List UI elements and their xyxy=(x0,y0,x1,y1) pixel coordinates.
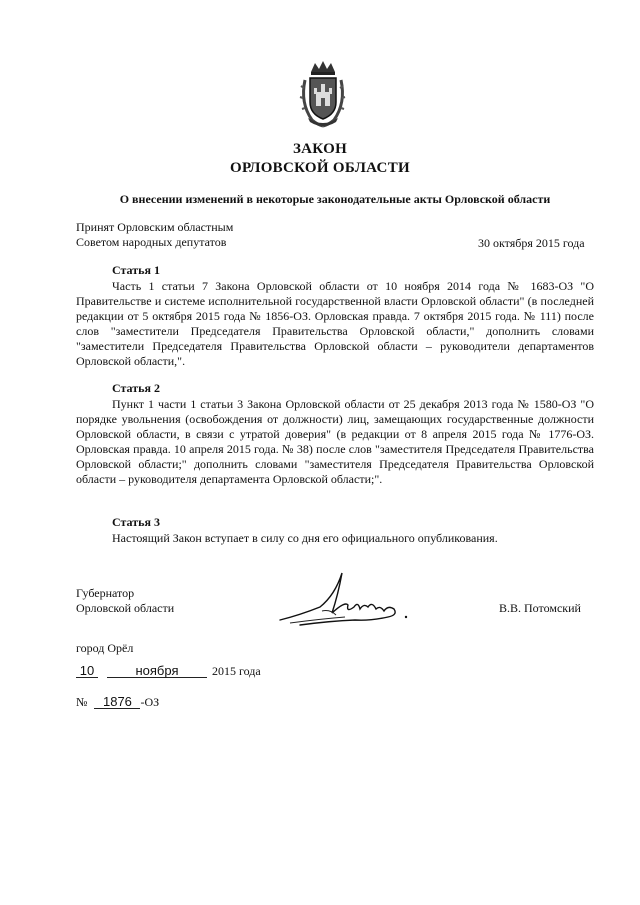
signing-date xyxy=(76,664,261,679)
signatory-title xyxy=(76,586,174,616)
article-3-text xyxy=(76,531,594,546)
adoption-date: 30 октября 2015 года xyxy=(478,236,585,250)
law-subtitle: О внесении изменений в некоторые законодательные акты Орловской области xyxy=(119,192,551,206)
article-2-heading: Статья 2 xyxy=(112,381,160,395)
adoption-line-1: Принят Орловским областным xyxy=(76,220,234,234)
law-number-value: 1876 xyxy=(94,695,140,709)
law-number-suffix: -ОЗ xyxy=(140,695,160,709)
signatory-title-line-2: Орловской области xyxy=(76,601,175,615)
signatory-name: В.В. Потомский xyxy=(499,601,581,615)
signing-day: 10 xyxy=(76,664,98,678)
signing-year: 2015 года xyxy=(212,664,261,678)
signatory-title-line-1: Губернатор xyxy=(76,586,135,600)
adoption-statement xyxy=(76,220,233,250)
law-number xyxy=(76,695,159,710)
document-type-title: ЗАКОН xyxy=(292,141,348,157)
article-2-text xyxy=(76,397,594,487)
adoption-line-2: Советом народных депутатов xyxy=(76,235,227,249)
law-number-prefix: № xyxy=(76,695,88,709)
signing-month: ноября xyxy=(107,664,207,678)
article-1-text xyxy=(76,279,594,369)
article-2-body: Пункт 1 части 1 статьи 3 Закона Орловской области от 25 декабря 2013 года № 1580-ОЗ "О порядке увольнения (освобождения от должности) лиц, замещающих государственные должности Орловской области, в связи с утратой доверия" (в редакции от 8 апреля 2015 года № 1776-ОЗ. Орловская правда. 10 апреля 2015 года. № 38) после слов "заместителя Председателя Правительства Орловской области;" дополнить словами "заместителя Председателя Правительства Орловской области – руководителя департамента Орловской области;". xyxy=(76,397,594,486)
issuer-title: ОРЛОВСКОЙ ОБЛАСТИ xyxy=(230,160,410,176)
article-3-body: Настоящий Закон вступает в силу со дня его официального опубликования. xyxy=(112,531,498,545)
article-3-heading: Статья 3 xyxy=(112,515,160,529)
coat-of-arms-icon xyxy=(298,58,348,128)
handwritten-signature xyxy=(260,565,430,635)
city: город Орёл xyxy=(76,641,134,655)
article-1-body: Часть 1 статьи 7 Закона Орловской области от 10 ноября 2014 года № 1683-ОЗ "О Правительстве и системе исполнительной государственной власти Орловской области" (в последней редакции от 5 октября 2015 года № 1856-ОЗ. Орловская правда. 7 октября 2015 года. № 111) после слов "заместители Председателя Правительства Орловской области," дополнить словами "заместители Председателя Правительства Орловской области – руководители департаментов Орловской области,". xyxy=(76,279,594,368)
article-1-heading: Статья 1 xyxy=(112,263,160,277)
